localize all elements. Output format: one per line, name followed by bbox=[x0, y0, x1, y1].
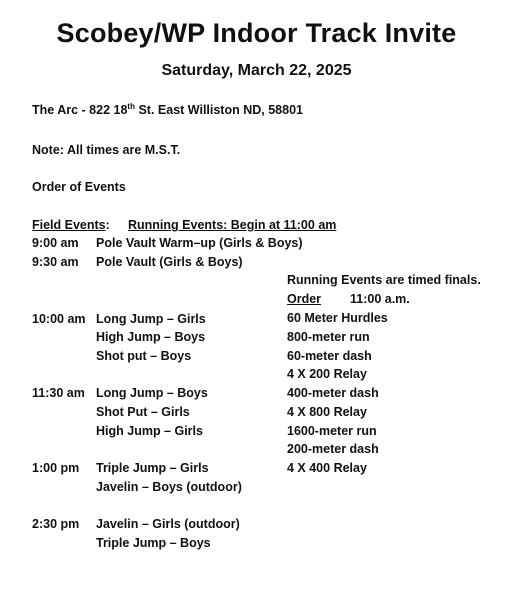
event-date: Saturday, March 22, 2025 bbox=[161, 62, 352, 79]
running-event: 4 X 400 Relay bbox=[287, 461, 367, 475]
field-time: 9:00 am bbox=[32, 236, 79, 250]
field-time: 11:30 am bbox=[32, 386, 85, 400]
field-event: High Jump – Boys bbox=[96, 330, 206, 344]
field-event: Pole Vault (Girls & Boys) bbox=[96, 255, 243, 269]
field-event: Javelin – Boys (outdoor) bbox=[96, 480, 242, 494]
field-event: Javelin – Girls (outdoor) bbox=[96, 517, 240, 531]
field-event: Triple Jump – Boys bbox=[96, 536, 211, 550]
running-event: 1600-meter run bbox=[287, 424, 377, 438]
running-start-time: 11:00 a.m. bbox=[350, 292, 410, 306]
field-event: Triple Jump – Girls bbox=[96, 461, 209, 475]
field-event: Long Jump – Girls bbox=[96, 312, 206, 326]
running-event: 60-meter dash bbox=[287, 349, 372, 363]
running-order-label: Order bbox=[287, 292, 322, 306]
time-zone-note: Note: All times are M.S.T. bbox=[32, 143, 181, 157]
field-event: Pole Vault Warm–up (Girls & Boys) bbox=[96, 236, 303, 250]
venue-suffix: St. East Williston ND, 58801 bbox=[134, 103, 303, 117]
venue-prefix: The Arc - 822 18 bbox=[32, 103, 128, 117]
running-event: 400-meter dash bbox=[287, 386, 379, 400]
field-events-heading bbox=[32, 218, 110, 232]
running-event: 800-meter run bbox=[287, 330, 370, 344]
running-events-heading: Running Events: Begin at 11:00 am bbox=[128, 218, 337, 232]
field-time: 9:30 am bbox=[32, 255, 79, 269]
running-event: 60 Meter Hurdles bbox=[287, 311, 388, 325]
field-time: 2:30 pm bbox=[32, 517, 80, 531]
field-events-label: Field Events bbox=[32, 218, 106, 232]
venue-address bbox=[32, 103, 303, 117]
order-of-events-heading: Order of Events bbox=[32, 180, 126, 194]
running-event: 4 X 800 Relay bbox=[287, 405, 367, 419]
running-event: 4 X 200 Relay bbox=[287, 367, 367, 381]
page-title: Scobey/WP Indoor Track Invite bbox=[56, 18, 457, 48]
field-event: Shot put – Boys bbox=[96, 349, 192, 363]
field-event: Long Jump – Boys bbox=[96, 386, 208, 400]
field-events-colon: : bbox=[105, 218, 110, 232]
field-time: 10:00 am bbox=[32, 312, 86, 326]
field-event: High Jump – Girls bbox=[96, 424, 203, 438]
running-event: 200-meter dash bbox=[287, 442, 379, 456]
venue-superscript: th bbox=[127, 101, 135, 111]
field-time: 1:00 pm bbox=[32, 461, 80, 475]
field-event: Shot Put – Girls bbox=[96, 405, 190, 419]
running-events-note: Running Events are timed finals. bbox=[287, 273, 481, 287]
